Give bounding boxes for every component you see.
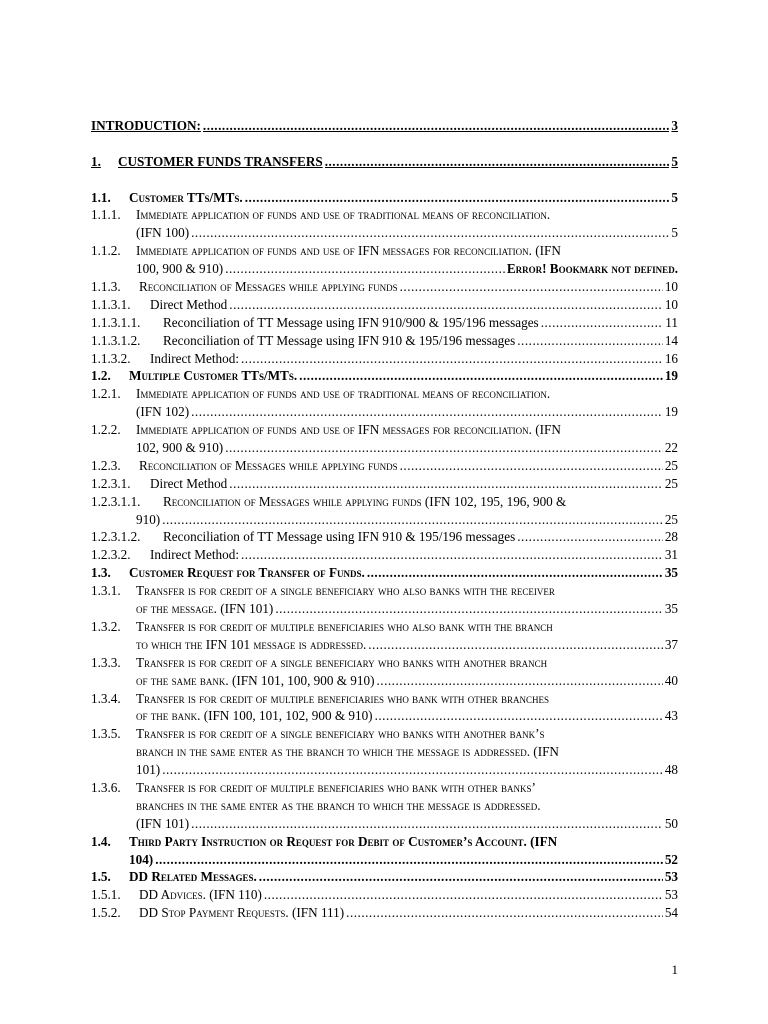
toc-entry-title-continued: branches in the same enter as the branch to which the message is addressed. [136,797,541,813]
toc-entry-1-1-3-1[interactable] [91,296,678,314]
toc-entry-number: 1.2.3.1.2. [91,529,141,545]
toc-leader-dots [162,761,663,779]
toc-entry-page: 31 [664,547,678,563]
toc-entry-1[interactable] [91,153,678,171]
toc-entry-title: DD Related Messages. [129,869,257,885]
toc-entry-title: Customer TTs/MTs. [129,189,243,205]
toc-leader-dots [368,636,663,654]
toc-leader-dots [162,511,663,529]
toc-entry-1-1-3-2[interactable] [91,350,678,368]
toc-leader-dots [241,350,663,368]
toc-entry-number: 1.1.3.1.1. [91,314,141,330]
toc-entry-1-5-1[interactable] [91,886,678,904]
toc-entry-1-2-2[interactable] [91,421,678,457]
toc-entry-page: 25 [664,457,678,473]
toc-entry-1-1-2[interactable] [91,242,678,278]
toc-leader-dots [241,546,663,564]
toc-entry-1-1-3-1-2[interactable] [91,332,678,350]
toc-entry-page: 11 [665,314,678,330]
toc-entry-title: Transfer is for credit of a single beneficiary who banks with another bank’s [136,726,545,742]
toc-entry-title-continued: of the message. (IFN 101) [136,601,274,617]
toc-leader-dots [225,260,505,278]
toc-entry-page: 48 [664,762,678,778]
toc-entry-title: Direct Method [150,296,228,312]
toc-entry-page: 22 [664,440,678,456]
toc-entry-page: 37 [664,636,678,652]
toc-entry-number: 1.1.2. [91,243,121,259]
bookmark-error-text: Error! Bookmark not defined. [506,261,678,277]
toc-leader-dots [155,851,663,869]
toc-entry-page: 50 [664,815,678,831]
toc-entry-title-continued: 101) [136,762,161,778]
toc-entry-number: 1.1.3.1.2. [91,332,141,348]
toc-entry-number: 1.1.3. [91,279,121,295]
toc-entry-page: 16 [664,350,678,366]
toc-entry-number: 1.5.1. [91,887,121,903]
toc-entry-title: Reconciliation of TT Message using IFN 910/900 & 195/196 messages [163,314,539,330]
toc-entry-title: Transfer is for credit of multiple beneficiaries who also bank with the branch [136,618,553,634]
toc-leader-dots [229,475,663,493]
toc-entry-title: Immediate application of funds and use of IFN messages for reconciliation. (IFN [136,422,561,438]
toc-leader-dots [346,904,663,922]
toc-leader-dots [191,224,669,242]
toc-entry-title: INTRODUCTION: [91,118,201,133]
page-number: 1 [671,962,678,977]
toc-entry-number: 1.2.3.1. [91,475,131,491]
toc-leader-dots [400,457,663,475]
toc-leader-dots [259,868,663,886]
toc-entry-page: 53 [664,869,678,885]
toc-entry-number: 1.1.3.2. [91,350,131,366]
toc-entry-title: Reconciliation of TT Message using IFN 910 & 195/196 messages [163,529,516,545]
toc-entry-1-2-1[interactable] [91,385,678,421]
toc-entry-title: Transfer is for credit of multiple beneficiaries who bank with other branches [136,690,550,706]
toc-entry-1-3-3[interactable] [91,654,678,690]
toc-entry-title-continued: branch in the same enter as the branch to which the message is addressed. (IFN [136,744,559,760]
toc-entry-title-continued: (IFN 101) [136,815,190,831]
toc-entry-1-4[interactable] [91,833,678,869]
toc-entry-page: 40 [664,672,678,688]
toc-entry-page: 19 [664,368,678,384]
toc-entry-title: Third Party Instruction or Request for Debit of Customer’s Account. (IFN [129,833,558,849]
toc-entry-1-3-5[interactable] [91,725,678,779]
toc-entry-1-2-3[interactable] [91,457,678,475]
toc-entry-page: 25 [664,511,678,527]
toc-entry-title: Reconciliation of Messages while applying funds (IFN 102, 195, 196, 900 & [163,493,567,509]
toc-entry-1-2-3-1-2[interactable] [91,528,678,546]
toc-entry-page: 25 [664,475,678,491]
toc-entry-title-continued: of the same bank. (IFN 101, 100, 900 & 910) [136,672,375,688]
toc-entry-page: 35 [664,565,678,581]
toc-entry-number: 1.3.5. [91,726,121,742]
toc-leader-dots [191,403,663,421]
toc-entry-page: 5 [671,153,678,169]
toc-entry-number: 1.3. [91,565,111,581]
toc-leader-dots [375,707,663,725]
toc-entry-number: 1.3.4. [91,690,121,706]
toc-entry-number: 1.4. [91,833,111,849]
toc-entry-number: 1.2.1. [91,386,121,402]
toc-entry-1-1[interactable] [91,189,678,207]
toc-entry-page: 19 [664,404,678,420]
toc-entry-1-5-2[interactable] [91,904,678,922]
toc-entry-title: Immediate application of funds and use of IFN messages for reconciliation. (IFN [136,243,561,259]
toc-entry-number: 1.5.2. [91,905,121,921]
toc-entry-page: 5 [671,225,678,241]
toc-entry-title: Indirect Method: [150,350,239,366]
toc-leader-dots [325,153,670,171]
toc-entry-number: 1. [91,153,101,169]
toc-entry-title: Customer Request for Transfer of Funds. [129,565,365,581]
toc-entry-1-2[interactable] [91,367,678,385]
toc-entry-number: 1.1.1. [91,207,121,223]
toc-entry-title: Transfer is for credit of multiple beneficiaries who bank with other banks’ [136,779,536,795]
toc-leader-dots [517,528,663,546]
toc-entry-number: 1.2.3.1.1. [91,493,141,509]
toc-leader-dots [225,439,663,457]
toc-entry-number: 1.2. [91,368,111,384]
toc-entry-title: CUSTOMER FUNDS TRANSFERS [118,153,323,169]
toc-entry-title: DD Stop Payment Requests. (IFN 111) [139,905,345,921]
toc-entry-title: Multiple Customer TTs/MTs. [129,368,298,384]
toc-entry-page: 35 [664,601,678,617]
toc-entry-1-1-1[interactable] [91,206,678,242]
toc-leader-dots [191,815,663,833]
toc-entry-1-1-3[interactable] [91,278,678,296]
toc-entry-1-3[interactable] [91,564,678,582]
toc-entry-title-continued: 910) [136,511,161,527]
toc-entry-title-continued: 104) [129,851,154,867]
toc-entry-title: DD Advices. (IFN 110) [139,887,262,903]
toc-entry-title: Indirect Method: [150,547,239,563]
toc-leader-dots [541,314,664,332]
toc-entry-number: 1.3.1. [91,583,121,599]
toc-leader-dots [367,564,663,582]
toc-entry-title: Reconciliation of Messages while applying funds [139,279,398,295]
toc-leader-dots [299,367,663,385]
toc-entry-title: Transfer is for credit of a single beneficiary who banks with another branch [136,654,548,670]
toc-entry-page: 52 [664,851,678,867]
toc-entry-page: 3 [671,118,678,133]
toc-entry-introduction[interactable] [91,117,678,135]
toc-leader-dots [376,672,662,690]
toc-entry-title-continued: (IFN 100) [136,225,190,241]
toc-entry-title-continued: to which the IFN 101 message is addressed. [136,636,367,652]
toc-entry-page: 10 [664,279,678,295]
toc-entry-number: 1.2.3. [91,457,121,473]
toc-entry-title: Reconciliation of Messages while applying funds [139,457,398,473]
toc-entry-number: 1.2.2. [91,422,121,438]
toc-leader-dots [229,296,663,314]
toc-entry-number: 1.2.3.2. [91,547,131,563]
toc-entry-title: Reconciliation of TT Message using IFN 910 & 195/196 messages [163,332,516,348]
toc-entry-number: 1.3.3. [91,654,121,670]
toc-leader-dots [517,332,663,350]
toc-entry-1-3-4[interactable] [91,690,678,726]
toc-entry-title: Transfer is for credit of a single beneficiary who also banks with the receiver [136,583,555,599]
toc-entry-page: 43 [664,708,678,724]
toc-entry-title-continued: 100, 900 & 910) [136,261,224,277]
toc-entry-number: 1.1. [91,189,111,205]
toc-entry-1-2-3-2[interactable] [91,546,678,564]
toc-leader-dots [400,278,663,296]
toc-leader-dots [245,189,670,207]
toc-entry-title-continued: of the bank. (IFN 100, 101, 102, 900 & 910) [136,708,373,724]
toc-entry-title-continued: (IFN 102) [136,404,190,420]
table-of-contents [91,117,678,922]
toc-entry-title-continued: 102, 900 & 910) [136,440,224,456]
toc-leader-dots [275,600,663,618]
toc-entry-page: 14 [664,332,678,348]
toc-entry-number: 1.3.2. [91,618,121,634]
toc-entry-1-2-3-1-1[interactable] [91,493,678,529]
toc-entry-number: 1.5. [91,869,111,885]
toc-leader-dots [203,117,670,135]
toc-entry-1-3-6[interactable] [91,779,678,833]
toc-entry-page: 53 [664,887,678,903]
toc-entry-1-1-3-1-1[interactable] [91,314,678,332]
toc-leader-dots [264,886,663,904]
toc-entry-1-3-1[interactable] [91,582,678,618]
toc-entry-page: 54 [664,905,678,921]
toc-entry-number: 1.3.6. [91,779,121,795]
toc-entry-page: 5 [671,189,678,205]
toc-entry-title: Direct Method [150,475,228,491]
toc-entry-title: Immediate application of funds and use of traditional means of reconciliation. [136,386,551,402]
toc-entry-page: 28 [664,529,678,545]
toc-entry-1-3-2[interactable] [91,618,678,654]
toc-entry-1-5[interactable] [91,868,678,886]
toc-entry-number: 1.1.3.1. [91,296,131,312]
toc-entry-1-2-3-1[interactable] [91,475,678,493]
toc-entry-title: Immediate application of funds and use of traditional means of reconciliation. [136,207,551,223]
toc-entry-page: 10 [664,296,678,312]
